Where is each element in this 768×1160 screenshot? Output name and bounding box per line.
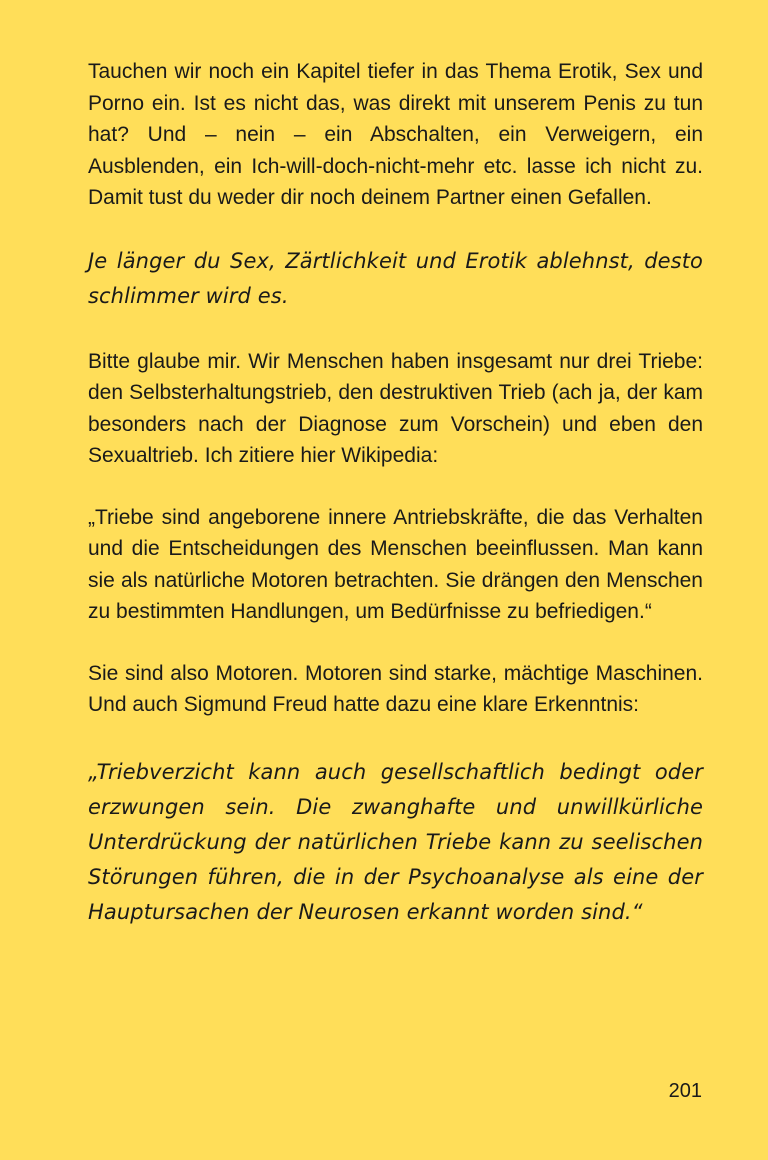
paragraph-motoren: Sie sind also Motoren. Motoren sind starke, mächtige Maschinen. Und auch Sigmund Freud hatte dazu eine klare Erkenntnis: — [88, 661, 703, 716]
paragraph-intro: Tauchen wir noch ein Kapitel tiefer in das Thema Erotik, Sex und Porno ein. Ist es nicht das, was direkt mit unserem Penis zu tun hat? Und – nein – ein Abschalten, ein Verweigern, ein Ausblenden, ein Ich-will-doch-nicht-mehr etc. lasse ich nicht zu. Damit tust du weder dir noch deinem Partner einen Gefallen. — [88, 60, 703, 209]
quote-freud: „Triebverzicht kann auch gesellschaftlich bedingt oder erzwungen sein. Die zwanghafte und unwillkürliche Unterdrückung der natürlichen Triebe kann zu seelischen Störungen führen, die in der Psychoanalyse als eine der Hauptursachen der Neurosen erkannt worden sind.“ — [88, 759, 703, 924]
quote-wikipedia: „Triebe sind angeborene innere Antriebskräfte, die das Verhalten und die Entscheidungen des Menschen beeinflussen. Man kann sie als natürliche Motoren betrachten. Sie drängen den Menschen zu bestimmten Handlungen, um Bedürfnisse zu befriedigen.“ — [88, 505, 703, 623]
page-number: 201 — [668, 1080, 702, 1102]
book-page-content — [88, 56, 703, 960]
highlight-statement: Je länger du Sex, Zärtlichkeit und Erotik ablehnst, desto schlimmer wird es. — [88, 248, 703, 308]
paragraph-triebe: Bitte glaube mir. Wir Menschen haben insgesamt nur drei Triebe: den Selbsterhaltungstrieb, den destruktiven Trieb (ach ja, der kam besonders nach der Diagnose zum Vorschein) und eben den Sexualtrieb. Ich zitiere hier Wikipedia: — [88, 349, 703, 467]
